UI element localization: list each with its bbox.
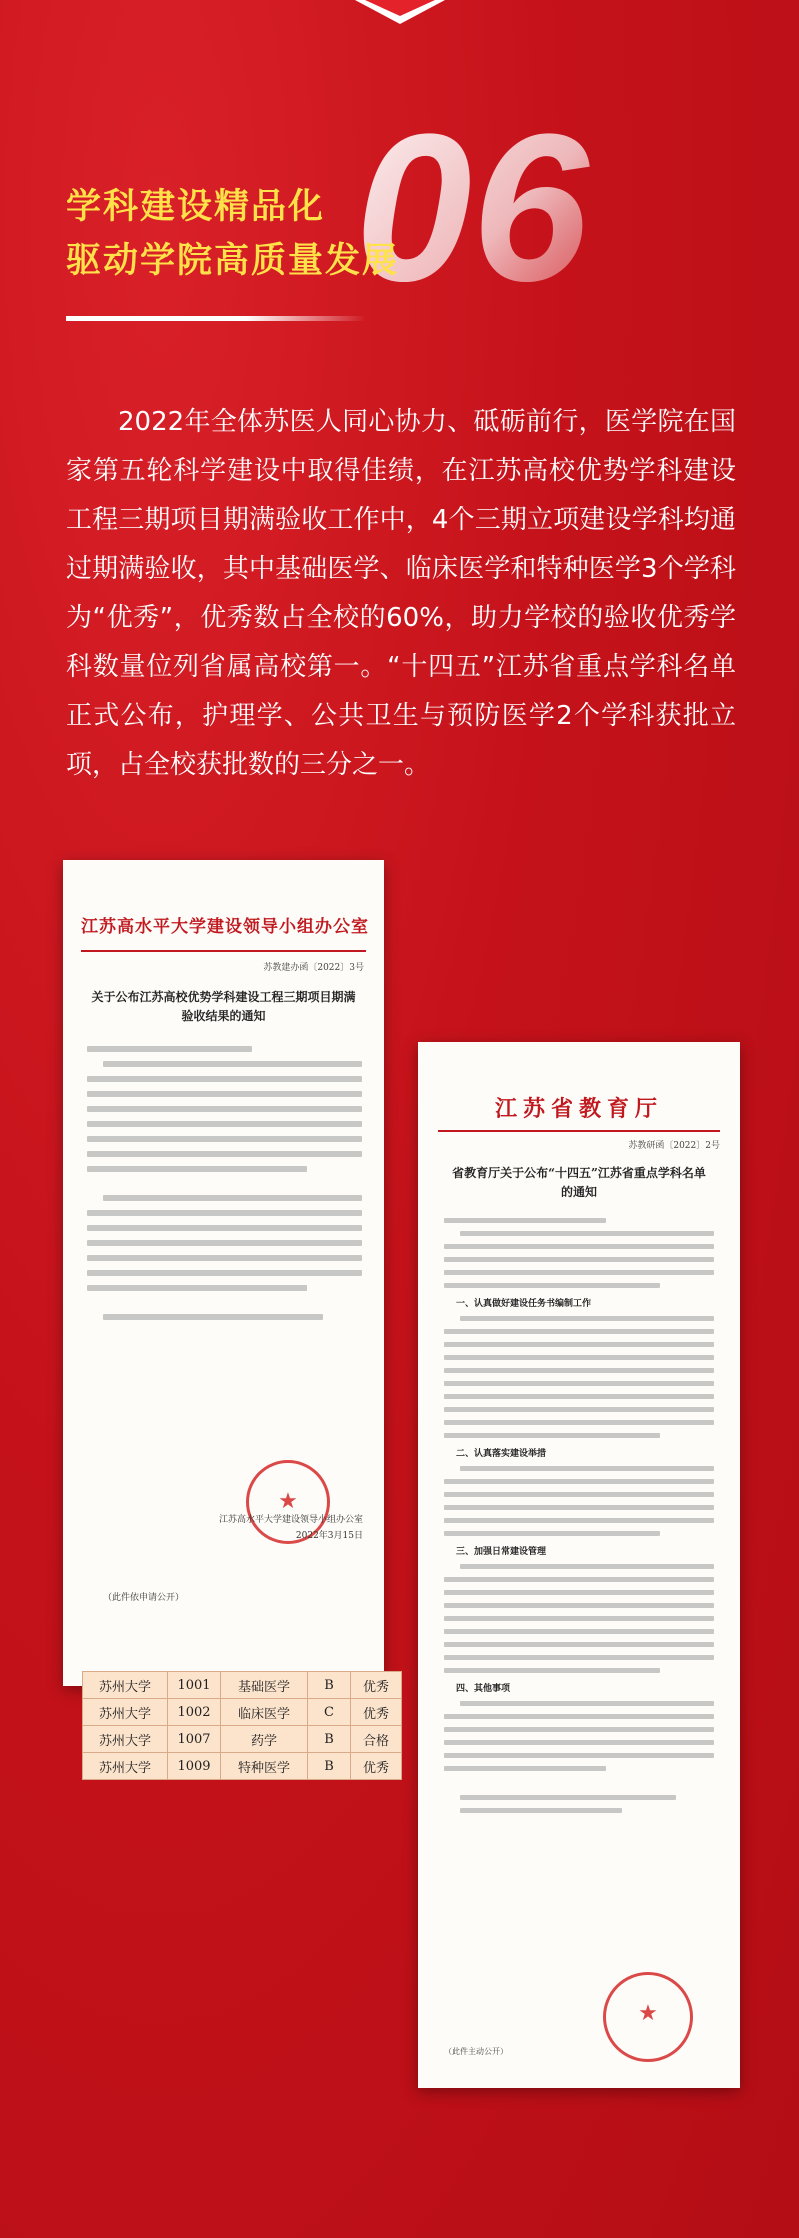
cell-result: 合格: [351, 1726, 402, 1753]
doc2-section-heading: 一、认真做好建设任务书编制工作: [456, 1299, 592, 1309]
table-row: [83, 1672, 402, 1699]
doc2-body-text: [444, 1218, 714, 1821]
table-row: [83, 1699, 402, 1726]
cell-code: 1009: [168, 1753, 221, 1780]
cell-discipline: 特种医学: [221, 1753, 308, 1780]
doc1-red-rule: [81, 950, 366, 952]
cell-result: 优秀: [351, 1753, 402, 1780]
cell-university: 苏州大学: [83, 1672, 168, 1699]
acceptance-results-table: [82, 1671, 402, 1780]
document-scan-key-discipline-notice: [418, 1042, 740, 2088]
doc1-body-text: [87, 1046, 362, 1329]
cell-grade: C: [308, 1699, 351, 1726]
doc2-public-note: （此件主动公开）: [444, 2047, 508, 2056]
cell-result: 优秀: [351, 1672, 402, 1699]
doc1-signature-org: 江苏高水平大学建设领导小组办公室: [218, 1515, 363, 1525]
doc1-date: 2022年3月15日: [295, 1531, 363, 1541]
doc2-number: 苏教研函〔2022〕2号: [628, 1141, 720, 1151]
official-seal: ★: [603, 1972, 693, 2062]
title-line-1: 学科建设精品化: [66, 187, 326, 227]
doc1-signature: [123, 1512, 363, 1544]
section-number-text: 06: [355, 110, 589, 310]
title-line-2: 驱动学院高质量发展: [66, 241, 400, 281]
cell-university: 苏州大学: [83, 1726, 168, 1753]
doc1-title: 关于公布江苏高校优势学科建设工程三期项目期满验收结果的通知: [91, 990, 356, 1023]
body-paragraph: [66, 398, 736, 790]
body-paragraph-text: 2022年全体苏医人同心协力、砥砺前行，医学院在国家第五轮科学建设中取得佳绩，在江苏高校优势学科建设工程三期项目期满验收工作中，4个三期立项建设学科均通过期满验收，其中基础医学、临床医学和特种医学3个学科为“优秀”，优秀数占全校的60%，助力学校的验收优秀学科数量位列省属高校第一。“十四五”江苏省重点学科名单正式公布，护理学、公共卫生与预防医学2个学科获批立项，占全校获批数的三分之一。: [66, 407, 736, 780]
doc1-number: 苏教建办函〔2022〕3号: [263, 963, 364, 973]
doc2-title: 省教育厅关于公布“十四五”江苏省重点学科名单的通知: [452, 1166, 706, 1199]
doc2-section-heading: 三、加强日常建设管理: [456, 1547, 547, 1557]
cell-code: 1002: [168, 1699, 221, 1726]
cell-discipline: 基础医学: [221, 1672, 308, 1699]
title-underline: [66, 316, 366, 321]
table-row: [83, 1726, 402, 1753]
section-number-06: [345, 110, 775, 310]
cell-code: 1001: [168, 1672, 221, 1699]
doc1-public-note: （此件依申请公开）: [103, 1593, 185, 1603]
cell-code: 1007: [168, 1726, 221, 1753]
document-scan-acceptance-notice: [63, 860, 384, 1686]
section-title: [66, 180, 399, 288]
cell-grade: B: [308, 1753, 351, 1780]
cell-university: 苏州大学: [83, 1699, 168, 1726]
cell-discipline: 药学: [221, 1726, 308, 1753]
doc2-section-heading: 二、认真落实建设举措: [456, 1449, 547, 1459]
cell-grade: B: [308, 1726, 351, 1753]
cell-result: 优秀: [351, 1699, 402, 1726]
table-row: [83, 1753, 402, 1780]
official-seal: ★: [246, 1460, 330, 1544]
doc1-header: 江苏高水平大学建设领导小组办公室: [81, 917, 369, 937]
cell-university: 苏州大学: [83, 1753, 168, 1780]
cell-discipline: 临床医学: [221, 1699, 308, 1726]
doc2-red-rule: [438, 1130, 720, 1132]
doc2-section-heading: 四、其他事项: [456, 1684, 511, 1694]
chevron-down-icon: [355, 0, 445, 28]
doc2-header: 江苏省教育厅: [494, 1096, 663, 1122]
cell-grade: B: [308, 1672, 351, 1699]
